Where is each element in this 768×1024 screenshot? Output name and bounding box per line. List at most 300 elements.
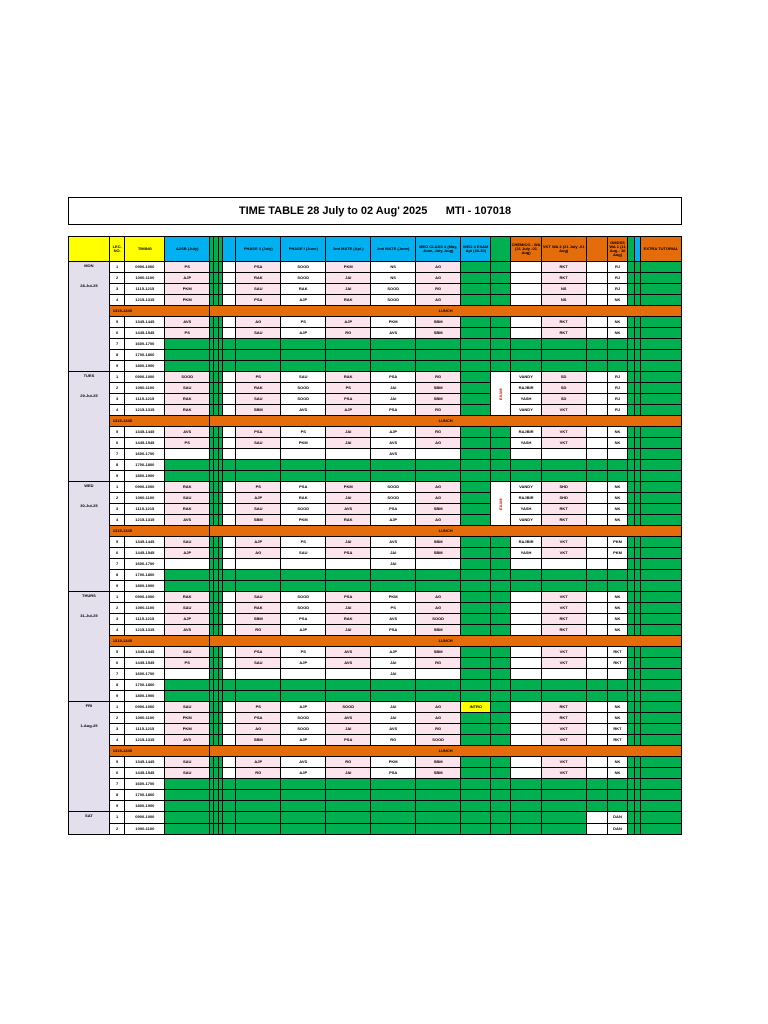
grid-cell xyxy=(641,449,682,460)
course-cell: RG xyxy=(236,768,281,779)
course-cell: JAI xyxy=(371,559,416,570)
grid-cell xyxy=(511,647,541,658)
course-cell: NK xyxy=(607,482,628,493)
course-cell: PSA xyxy=(236,713,281,724)
course-cell: VANDY xyxy=(511,372,541,383)
day-name: MON xyxy=(84,263,94,268)
grid-cell xyxy=(222,625,236,636)
table-row xyxy=(69,779,682,790)
table-row xyxy=(69,273,682,284)
grid-cell xyxy=(326,471,371,482)
grid-cell xyxy=(511,317,541,328)
lecture-time: 1115-1215 xyxy=(125,724,165,735)
course-cell: NS xyxy=(371,262,416,273)
course-cell: SOOD xyxy=(371,295,416,306)
lecture-time: 0900-1000 xyxy=(125,592,165,603)
grid-cell xyxy=(511,581,541,592)
course-cell: JAI xyxy=(371,383,416,394)
course-cell: DAN xyxy=(607,823,628,835)
course-cell: AVS xyxy=(371,537,416,548)
grid-cell xyxy=(641,724,682,735)
lecture-number: 1 xyxy=(109,372,125,383)
lecture-number: 3 xyxy=(109,504,125,515)
lunch-label: LUNCH xyxy=(210,306,682,317)
grid-cell xyxy=(641,482,682,493)
course-cell: NK xyxy=(607,328,628,339)
grid-cell xyxy=(491,361,511,372)
course-cell: SAU xyxy=(281,372,326,383)
grid-cell xyxy=(511,691,541,702)
lecture-number: 9 xyxy=(109,691,125,702)
table-row xyxy=(69,262,682,273)
grid-cell xyxy=(236,339,281,350)
course-cell: PKM xyxy=(326,262,371,273)
grid-cell xyxy=(416,812,461,824)
course-cell: VKT xyxy=(541,592,586,603)
course-cell: JAI xyxy=(371,394,416,405)
grid-cell xyxy=(586,427,607,438)
grid-cell xyxy=(165,339,210,350)
course-cell: RKT xyxy=(541,614,586,625)
lecture-number: 9 xyxy=(109,581,125,592)
column-header xyxy=(586,237,607,262)
course-cell: PSA xyxy=(281,482,326,493)
grid-cell xyxy=(607,449,628,460)
grid-cell xyxy=(511,702,541,713)
course-cell: AJP xyxy=(236,537,281,548)
table-row xyxy=(69,350,682,361)
course-cell: PKM xyxy=(607,537,628,548)
timetable-grid xyxy=(68,236,682,835)
lecture-number: 1 xyxy=(109,262,125,273)
grid-cell xyxy=(281,680,326,691)
lecture-time: 1600-1700 xyxy=(125,779,165,790)
grid-cell xyxy=(461,801,491,812)
course-cell: AVS xyxy=(326,713,371,724)
day-date: 31-Jul-25 xyxy=(80,613,98,618)
column-header: EXTRA TUTORIAL xyxy=(641,237,682,262)
course-cell: JAI xyxy=(326,625,371,636)
grid-cell xyxy=(511,350,541,361)
grid-cell xyxy=(607,460,628,471)
lecture-number: 7 xyxy=(109,449,125,460)
lecture-time: 1600-1700 xyxy=(125,339,165,350)
grid-cell xyxy=(236,779,281,790)
lecture-number: 2 xyxy=(109,603,125,614)
grid-cell xyxy=(222,482,236,493)
grid-cell xyxy=(222,581,236,592)
grid-cell xyxy=(281,779,326,790)
grid-cell xyxy=(416,680,461,691)
grid-cell xyxy=(641,328,682,339)
grid-cell xyxy=(165,581,210,592)
lecture-time: 1445-1545 xyxy=(125,768,165,779)
course-cell: NK xyxy=(607,295,628,306)
course-cell: AJP xyxy=(165,273,210,284)
grid-cell xyxy=(641,317,682,328)
grid-cell xyxy=(511,284,541,295)
grid-cell xyxy=(165,471,210,482)
course-cell: AJP xyxy=(371,515,416,526)
grid-cell xyxy=(461,779,491,790)
course-cell: PSA xyxy=(236,647,281,658)
lecture-time: 1215-1315 xyxy=(125,625,165,636)
grid-cell xyxy=(165,361,210,372)
lecture-number: 2 xyxy=(109,713,125,724)
course-cell: PKM xyxy=(165,713,210,724)
course-cell: SBM xyxy=(416,548,461,559)
course-cell: RKT xyxy=(607,658,628,669)
grid-cell xyxy=(641,801,682,812)
table-row xyxy=(69,471,682,482)
column-header: 2nd MATE (June) xyxy=(371,237,416,262)
grid-cell xyxy=(491,339,511,350)
course-cell: VKT xyxy=(541,438,586,449)
grid-cell xyxy=(461,790,491,801)
grid-cell xyxy=(641,691,682,702)
course-cell: YASH xyxy=(511,548,541,559)
grid-cell xyxy=(461,383,491,394)
grid-cell xyxy=(586,317,607,328)
table-row xyxy=(69,570,682,581)
course-cell: YASH xyxy=(511,504,541,515)
table-row xyxy=(69,823,682,835)
column-header: LEC. NO. xyxy=(109,237,125,262)
grid-cell xyxy=(222,669,236,680)
course-cell: RKT xyxy=(607,735,628,746)
grid-cell xyxy=(461,625,491,636)
course-cell: VKT xyxy=(541,427,586,438)
grid-cell xyxy=(461,669,491,680)
grid-cell xyxy=(326,581,371,592)
grid-cell xyxy=(511,262,541,273)
table-row xyxy=(69,724,682,735)
course-cell: AJP xyxy=(281,328,326,339)
course-cell: SHD xyxy=(541,482,586,493)
course-cell: VANDY xyxy=(511,482,541,493)
grid-cell xyxy=(281,559,326,570)
grid-cell xyxy=(222,504,236,515)
grid-cell xyxy=(236,449,281,460)
course-cell: AJP xyxy=(326,405,371,416)
grid-cell xyxy=(586,647,607,658)
course-cell: JAI xyxy=(371,548,416,559)
grid-cell xyxy=(586,548,607,559)
column-header: PHASE 3 (July) xyxy=(236,237,281,262)
lecture-number: 5 xyxy=(109,427,125,438)
lecture-number: 7 xyxy=(109,339,125,350)
course-cell: AG xyxy=(416,592,461,603)
table-row xyxy=(69,482,682,493)
course-cell: SAU xyxy=(165,757,210,768)
grid-cell xyxy=(461,471,491,482)
grid-cell xyxy=(222,405,236,416)
grid-cell xyxy=(511,570,541,581)
course-cell: SBM xyxy=(416,394,461,405)
lecture-time: 1000-1100 xyxy=(125,823,165,835)
table-row xyxy=(69,757,682,768)
course-cell: SOOD xyxy=(281,394,326,405)
table-row xyxy=(69,669,682,680)
grid-cell xyxy=(511,361,541,372)
grid-cell xyxy=(586,328,607,339)
grid-cell xyxy=(165,449,210,460)
grid-cell xyxy=(461,812,491,824)
grid-cell xyxy=(461,394,491,405)
lecture-number: 7 xyxy=(109,669,125,680)
table-row xyxy=(69,691,682,702)
grid-cell xyxy=(281,460,326,471)
grid-cell xyxy=(641,273,682,284)
grid-cell xyxy=(541,790,586,801)
grid-cell xyxy=(641,427,682,438)
grid-cell xyxy=(236,823,281,835)
grid-cell xyxy=(511,339,541,350)
course-cell: RAK xyxy=(165,405,210,416)
course-cell: SOOD xyxy=(416,614,461,625)
course-cell: RJ xyxy=(607,383,628,394)
grid-cell xyxy=(491,680,511,691)
course-cell: SBM xyxy=(416,383,461,394)
timetable-sheet xyxy=(68,197,682,835)
course-cell: NS xyxy=(541,284,586,295)
lecture-number: 2 xyxy=(109,383,125,394)
course-cell: SBM xyxy=(236,515,281,526)
table-row xyxy=(69,537,682,548)
course-cell: PKM xyxy=(371,317,416,328)
grid-cell xyxy=(641,339,682,350)
course-cell: PSA xyxy=(236,295,281,306)
grid-cell xyxy=(511,273,541,284)
grid-cell xyxy=(416,339,461,350)
course-cell: AVS xyxy=(371,328,416,339)
lecture-number: 4 xyxy=(109,405,125,416)
grid-cell xyxy=(326,449,371,460)
lecture-number: 1 xyxy=(109,702,125,713)
grid-cell xyxy=(586,592,607,603)
course-cell: SD xyxy=(541,394,586,405)
grid-cell xyxy=(491,724,511,735)
grid-cell xyxy=(371,339,416,350)
grid-cell xyxy=(586,295,607,306)
grid-cell xyxy=(586,394,607,405)
course-cell: PS xyxy=(281,317,326,328)
course-cell: RG xyxy=(416,372,461,383)
grid-cell xyxy=(281,449,326,460)
grid-cell xyxy=(326,680,371,691)
course-cell: RG xyxy=(416,427,461,438)
course-cell: SAU xyxy=(165,702,210,713)
course-cell: AJP xyxy=(236,757,281,768)
grid-cell xyxy=(416,361,461,372)
grid-cell xyxy=(491,581,511,592)
grid-cell xyxy=(461,548,491,559)
course-cell: PKM xyxy=(165,284,210,295)
lunch-time: 1315-1345 xyxy=(109,746,209,757)
course-cell: RJ xyxy=(607,405,628,416)
course-cell: AVS xyxy=(326,658,371,669)
table-row xyxy=(69,548,682,559)
course-cell: JAI xyxy=(326,438,371,449)
course-cell: SAU xyxy=(236,284,281,295)
grid-cell xyxy=(461,427,491,438)
grid-cell xyxy=(607,350,628,361)
lecture-time: 1800-1900 xyxy=(125,471,165,482)
course-cell: RAK xyxy=(236,383,281,394)
grid-cell xyxy=(586,702,607,713)
grid-cell xyxy=(461,559,491,570)
lecture-number: 3 xyxy=(109,284,125,295)
lecture-time: 1215-1315 xyxy=(125,405,165,416)
grid-cell xyxy=(607,339,628,350)
grid-cell xyxy=(641,438,682,449)
course-cell: AVS xyxy=(371,724,416,735)
lecture-time: 1700-1800 xyxy=(125,790,165,801)
course-cell: AVS xyxy=(371,614,416,625)
grid-cell xyxy=(511,614,541,625)
grid-cell xyxy=(586,713,607,724)
grid-cell xyxy=(461,658,491,669)
course-cell: PSA xyxy=(326,735,371,746)
lecture-time: 1115-1215 xyxy=(125,394,165,405)
grid-cell xyxy=(586,493,607,504)
grid-cell xyxy=(586,823,607,835)
course-cell: SBM xyxy=(416,504,461,515)
grid-cell xyxy=(541,449,586,460)
table-row xyxy=(69,449,682,460)
lunch-time: 1315-1345 xyxy=(109,416,209,427)
course-cell: JAI xyxy=(326,768,371,779)
grid-cell xyxy=(461,438,491,449)
grid-cell xyxy=(586,460,607,471)
course-cell: AVS xyxy=(165,317,210,328)
grid-cell xyxy=(416,823,461,835)
course-cell: JAI xyxy=(371,658,416,669)
exam-label: EXAM xyxy=(491,482,511,526)
grid-cell xyxy=(281,570,326,581)
grid-cell xyxy=(222,548,236,559)
grid-cell xyxy=(641,603,682,614)
grid-cell xyxy=(641,383,682,394)
grid-cell xyxy=(511,779,541,790)
grid-cell xyxy=(491,812,511,824)
course-cell: RJ xyxy=(607,262,628,273)
course-cell: SBM xyxy=(416,537,461,548)
course-cell: PS xyxy=(281,537,326,548)
grid-cell xyxy=(222,768,236,779)
grid-cell xyxy=(586,449,607,460)
grid-cell xyxy=(586,581,607,592)
grid-cell xyxy=(222,460,236,471)
course-cell: PS xyxy=(236,482,281,493)
grid-cell xyxy=(607,471,628,482)
grid-cell xyxy=(641,779,682,790)
course-cell: AVS xyxy=(326,647,371,658)
grid-cell xyxy=(586,515,607,526)
course-cell: AG xyxy=(416,262,461,273)
grid-cell xyxy=(586,262,607,273)
course-cell: SBM xyxy=(416,317,461,328)
grid-cell xyxy=(416,801,461,812)
grid-cell xyxy=(607,801,628,812)
day-cell xyxy=(69,262,110,372)
course-cell: RKT xyxy=(541,702,586,713)
course-cell: RAK xyxy=(165,394,210,405)
grid-cell xyxy=(461,449,491,460)
grid-cell xyxy=(541,471,586,482)
course-cell: AJP xyxy=(281,625,326,636)
grid-cell xyxy=(236,581,281,592)
course-cell: RAK xyxy=(165,504,210,515)
lecture-time: 1000-1100 xyxy=(125,713,165,724)
day-cell xyxy=(69,372,110,482)
table-row xyxy=(69,383,682,394)
grid-cell xyxy=(641,493,682,504)
course-cell: AG xyxy=(416,702,461,713)
course-cell: RAK xyxy=(165,482,210,493)
day-date: 29-Jul-25 xyxy=(80,393,98,398)
grid-cell xyxy=(641,592,682,603)
course-cell: NK xyxy=(607,603,628,614)
course-cell: RAJBIR xyxy=(511,493,541,504)
day-date: 30-Jul-25 xyxy=(80,503,98,508)
course-cell: NK xyxy=(607,768,628,779)
course-cell: PS xyxy=(236,702,281,713)
lecture-time: 1445-1545 xyxy=(125,328,165,339)
grid-cell xyxy=(541,691,586,702)
day-name: SAT xyxy=(85,813,93,818)
course-cell: JAI xyxy=(371,713,416,724)
grid-cell xyxy=(511,790,541,801)
grid-cell xyxy=(461,339,491,350)
grid-cell xyxy=(461,317,491,328)
table-row xyxy=(69,295,682,306)
course-cell: NK xyxy=(607,515,628,526)
grid-cell xyxy=(165,680,210,691)
course-cell: RG xyxy=(416,284,461,295)
course-cell: SAU xyxy=(165,493,210,504)
lecture-number: 7 xyxy=(109,559,125,570)
grid-cell xyxy=(326,570,371,581)
grid-cell xyxy=(222,812,236,824)
table-row xyxy=(69,581,682,592)
lecture-number: 3 xyxy=(109,724,125,735)
course-cell: AJP xyxy=(165,548,210,559)
grid-cell xyxy=(236,801,281,812)
grid-cell xyxy=(371,581,416,592)
grid-cell xyxy=(641,350,682,361)
course-cell: AG xyxy=(236,548,281,559)
grid-cell xyxy=(326,790,371,801)
grid-cell xyxy=(491,592,511,603)
table-row xyxy=(69,328,682,339)
grid-cell xyxy=(326,460,371,471)
grid-cell xyxy=(222,339,236,350)
grid-cell xyxy=(607,581,628,592)
course-cell: RKT xyxy=(541,713,586,724)
course-cell: PKM xyxy=(281,515,326,526)
header-row xyxy=(69,237,682,262)
grid-cell xyxy=(165,691,210,702)
course-cell: PSA xyxy=(236,262,281,273)
course-cell: NK xyxy=(607,702,628,713)
course-cell: VKT xyxy=(541,768,586,779)
grid-cell xyxy=(222,691,236,702)
lecture-number: 3 xyxy=(109,394,125,405)
grid-cell xyxy=(491,471,511,482)
grid-cell xyxy=(641,735,682,746)
course-cell: SOOD xyxy=(281,713,326,724)
